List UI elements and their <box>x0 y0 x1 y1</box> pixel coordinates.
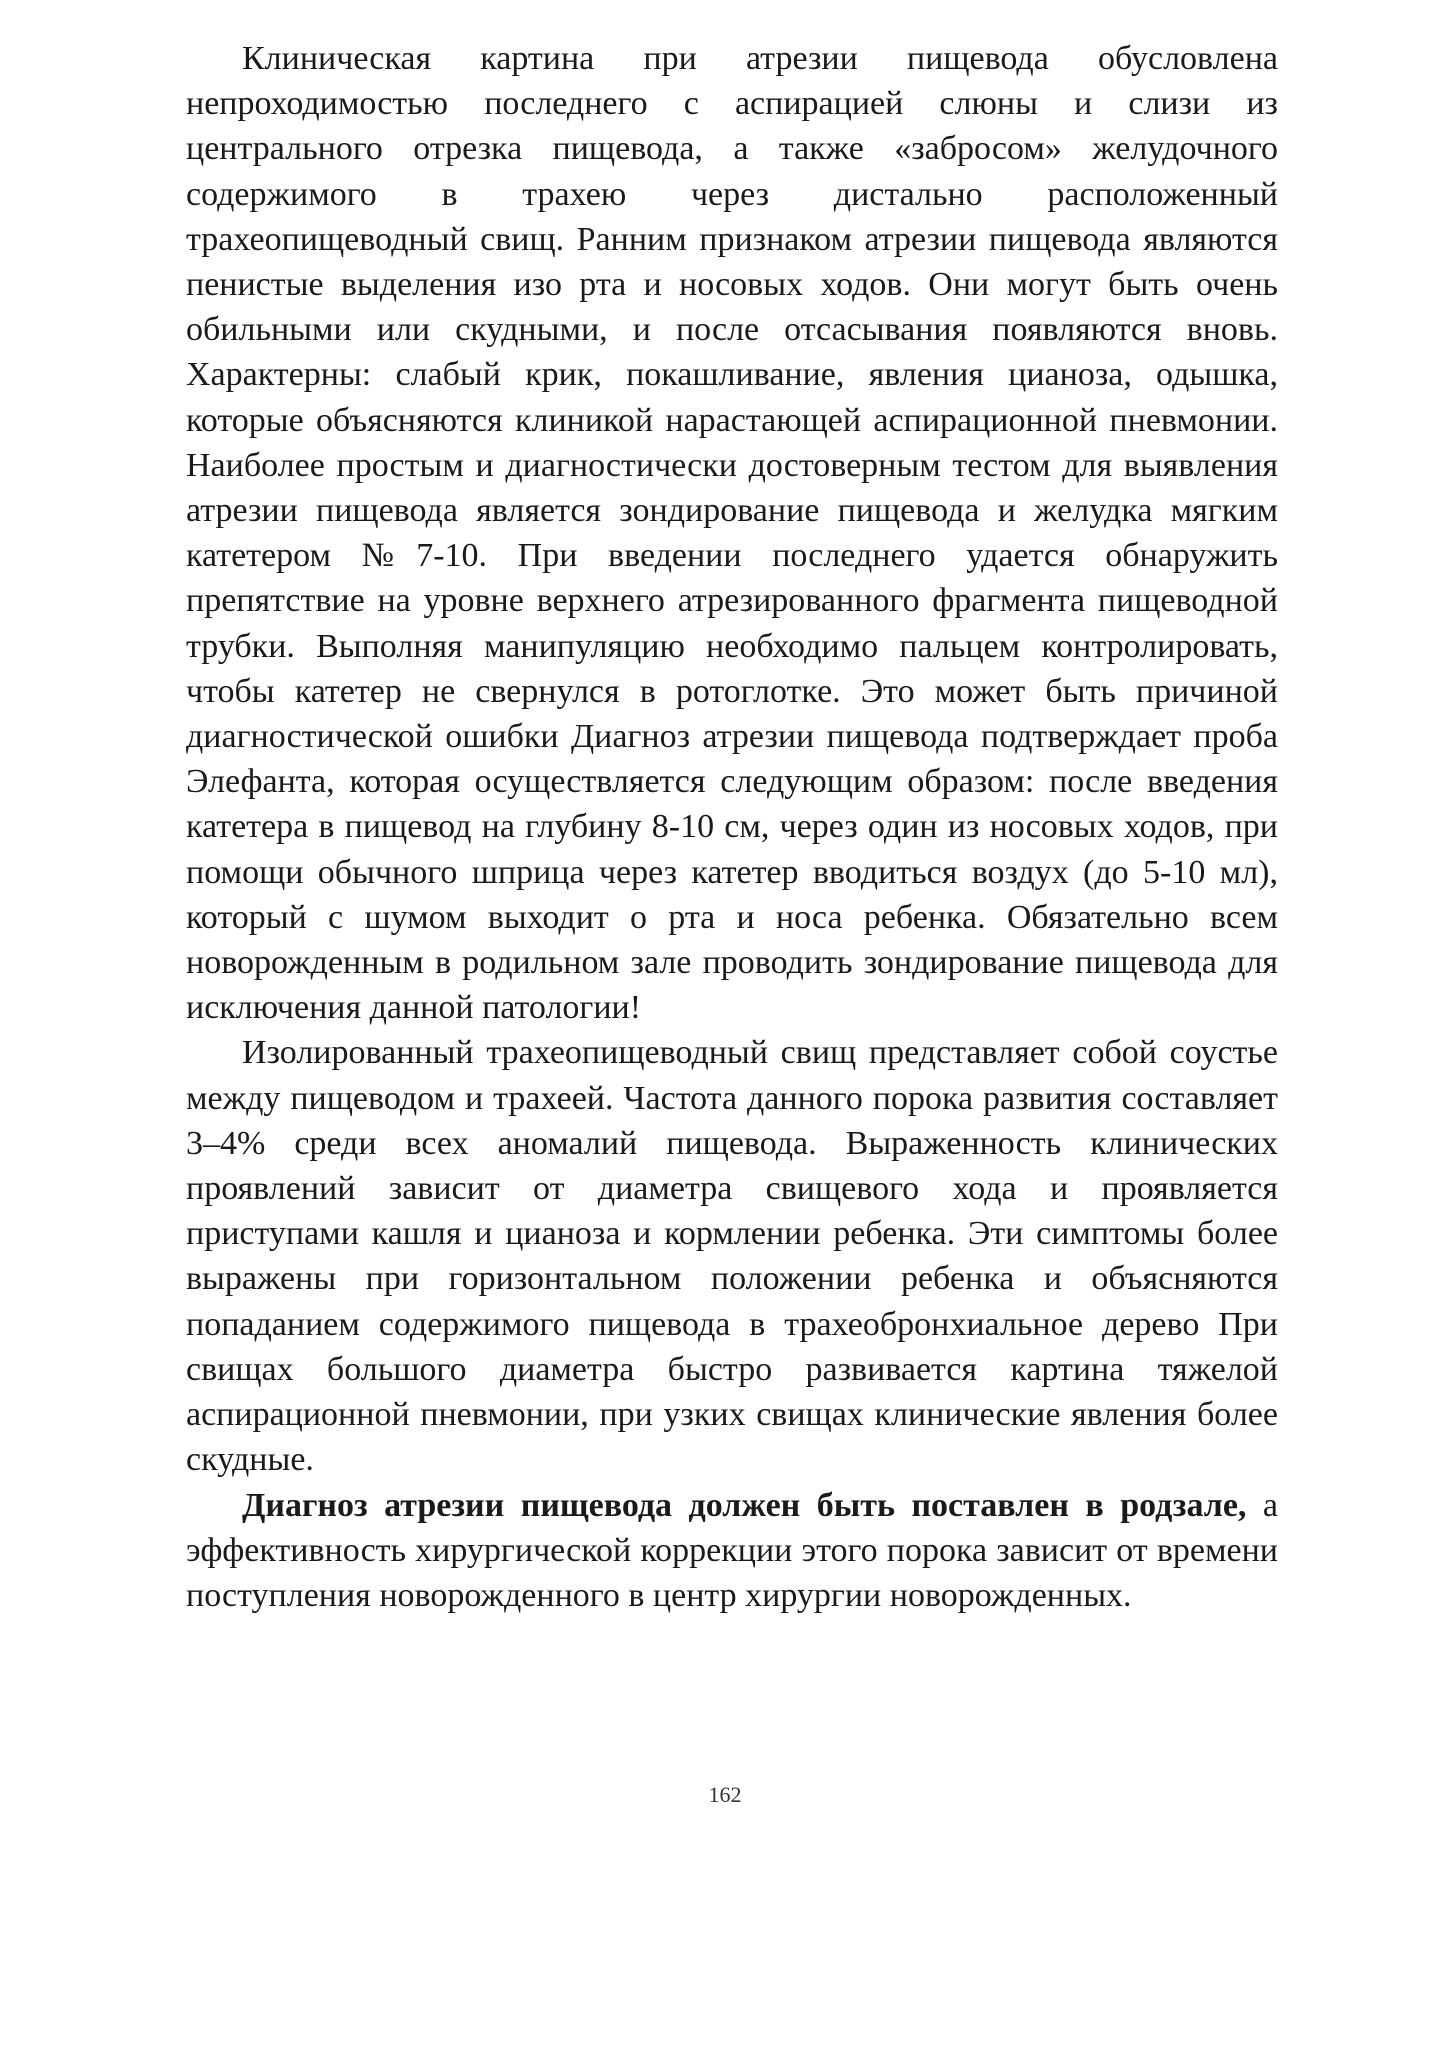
page-number: 162 <box>708 1782 742 1807</box>
paragraph-diagnosis-conclusion <box>186 1483 1278 1619</box>
paragraph-isolated-fistula <box>186 1030 1278 1482</box>
paragraph-text: Изолированный трахеопищеводный свищ представляет собой соустье между пищеводом и трахеей. Частота данного порока развития составляет 3–4% среди всех аномалий пищевода. Выраженность клинических проявлений зависит от диаметра свищевого хода и проявляется приступами кашля и цианоза и кормлении ребенка. Эти симптомы более выражены при горизонтальном положении ребенка и объясняются попаданием содержимого пищевода в трахеобронхиальное дерево При свищах большого диаметра быстро развивается картина тяжелой аспирационной пневмонии, при узких свищах клинические явления более скудные. <box>186 1034 1278 1479</box>
body-text <box>186 36 1278 1618</box>
paragraph-text: а эффективность хирургической коррекции этого порока зависит от времени поступления новорожденного в центр хирургии новорожденных. <box>186 1486 1278 1614</box>
paragraph-lead-bold: Диагноз атрезии пищевода должен быть поставлен в родзале, <box>242 1486 1247 1524</box>
paragraph-text: Клиническая картина при атрезии пищевода обусловлена непроходимостью последнего с аспирацией слюны и слизи из центрального отрезка пищевода, а также «забросом» желудочного содержимого в трахею через дистально расположенный трахеопищеводный свищ. Ранним признаком атрезии пищевода являются пенистые выделения изо рта и носовых ходов. Они могут быть очень обильными или скудными, и после отсасывания появляются вновь. Характерны: слабый крик, покашливание, явления цианоза, одышка, которые объясняются клиникой нарастающей аспирационной пневмонии. Наиболее простым и диагностически достоверным тестом для выявления атрезии пищевода является зондирование пищевода и желудка мягким катетером №7-10. При введении последнего удается обнаружить препятствие на уровне верхнего атрезированного фрагмента пищеводной трубки. Выполняя манипуляцию необходимо пальцем контролировать, чтобы катетер не свернулся в ротоглотке. Это может быть причиной диагностической ошибки Диагноз атрезии пищевода подтверждает проба Элефанта, которая осуществляется следующим образом: после введения катетера в пищевод на глубину 8-10 см, через один из носовых ходов, при помощи обычного шприца через катетер вводиться воздух (до 5-10 мл), который с шумом выходит о рта и носа ребенка. Обязательно всем новорожденным в родильном зале проводить зондирование пищевода для исключения данной патологии! <box>186 40 1278 1027</box>
paragraph-clinical-picture <box>186 36 1278 1030</box>
